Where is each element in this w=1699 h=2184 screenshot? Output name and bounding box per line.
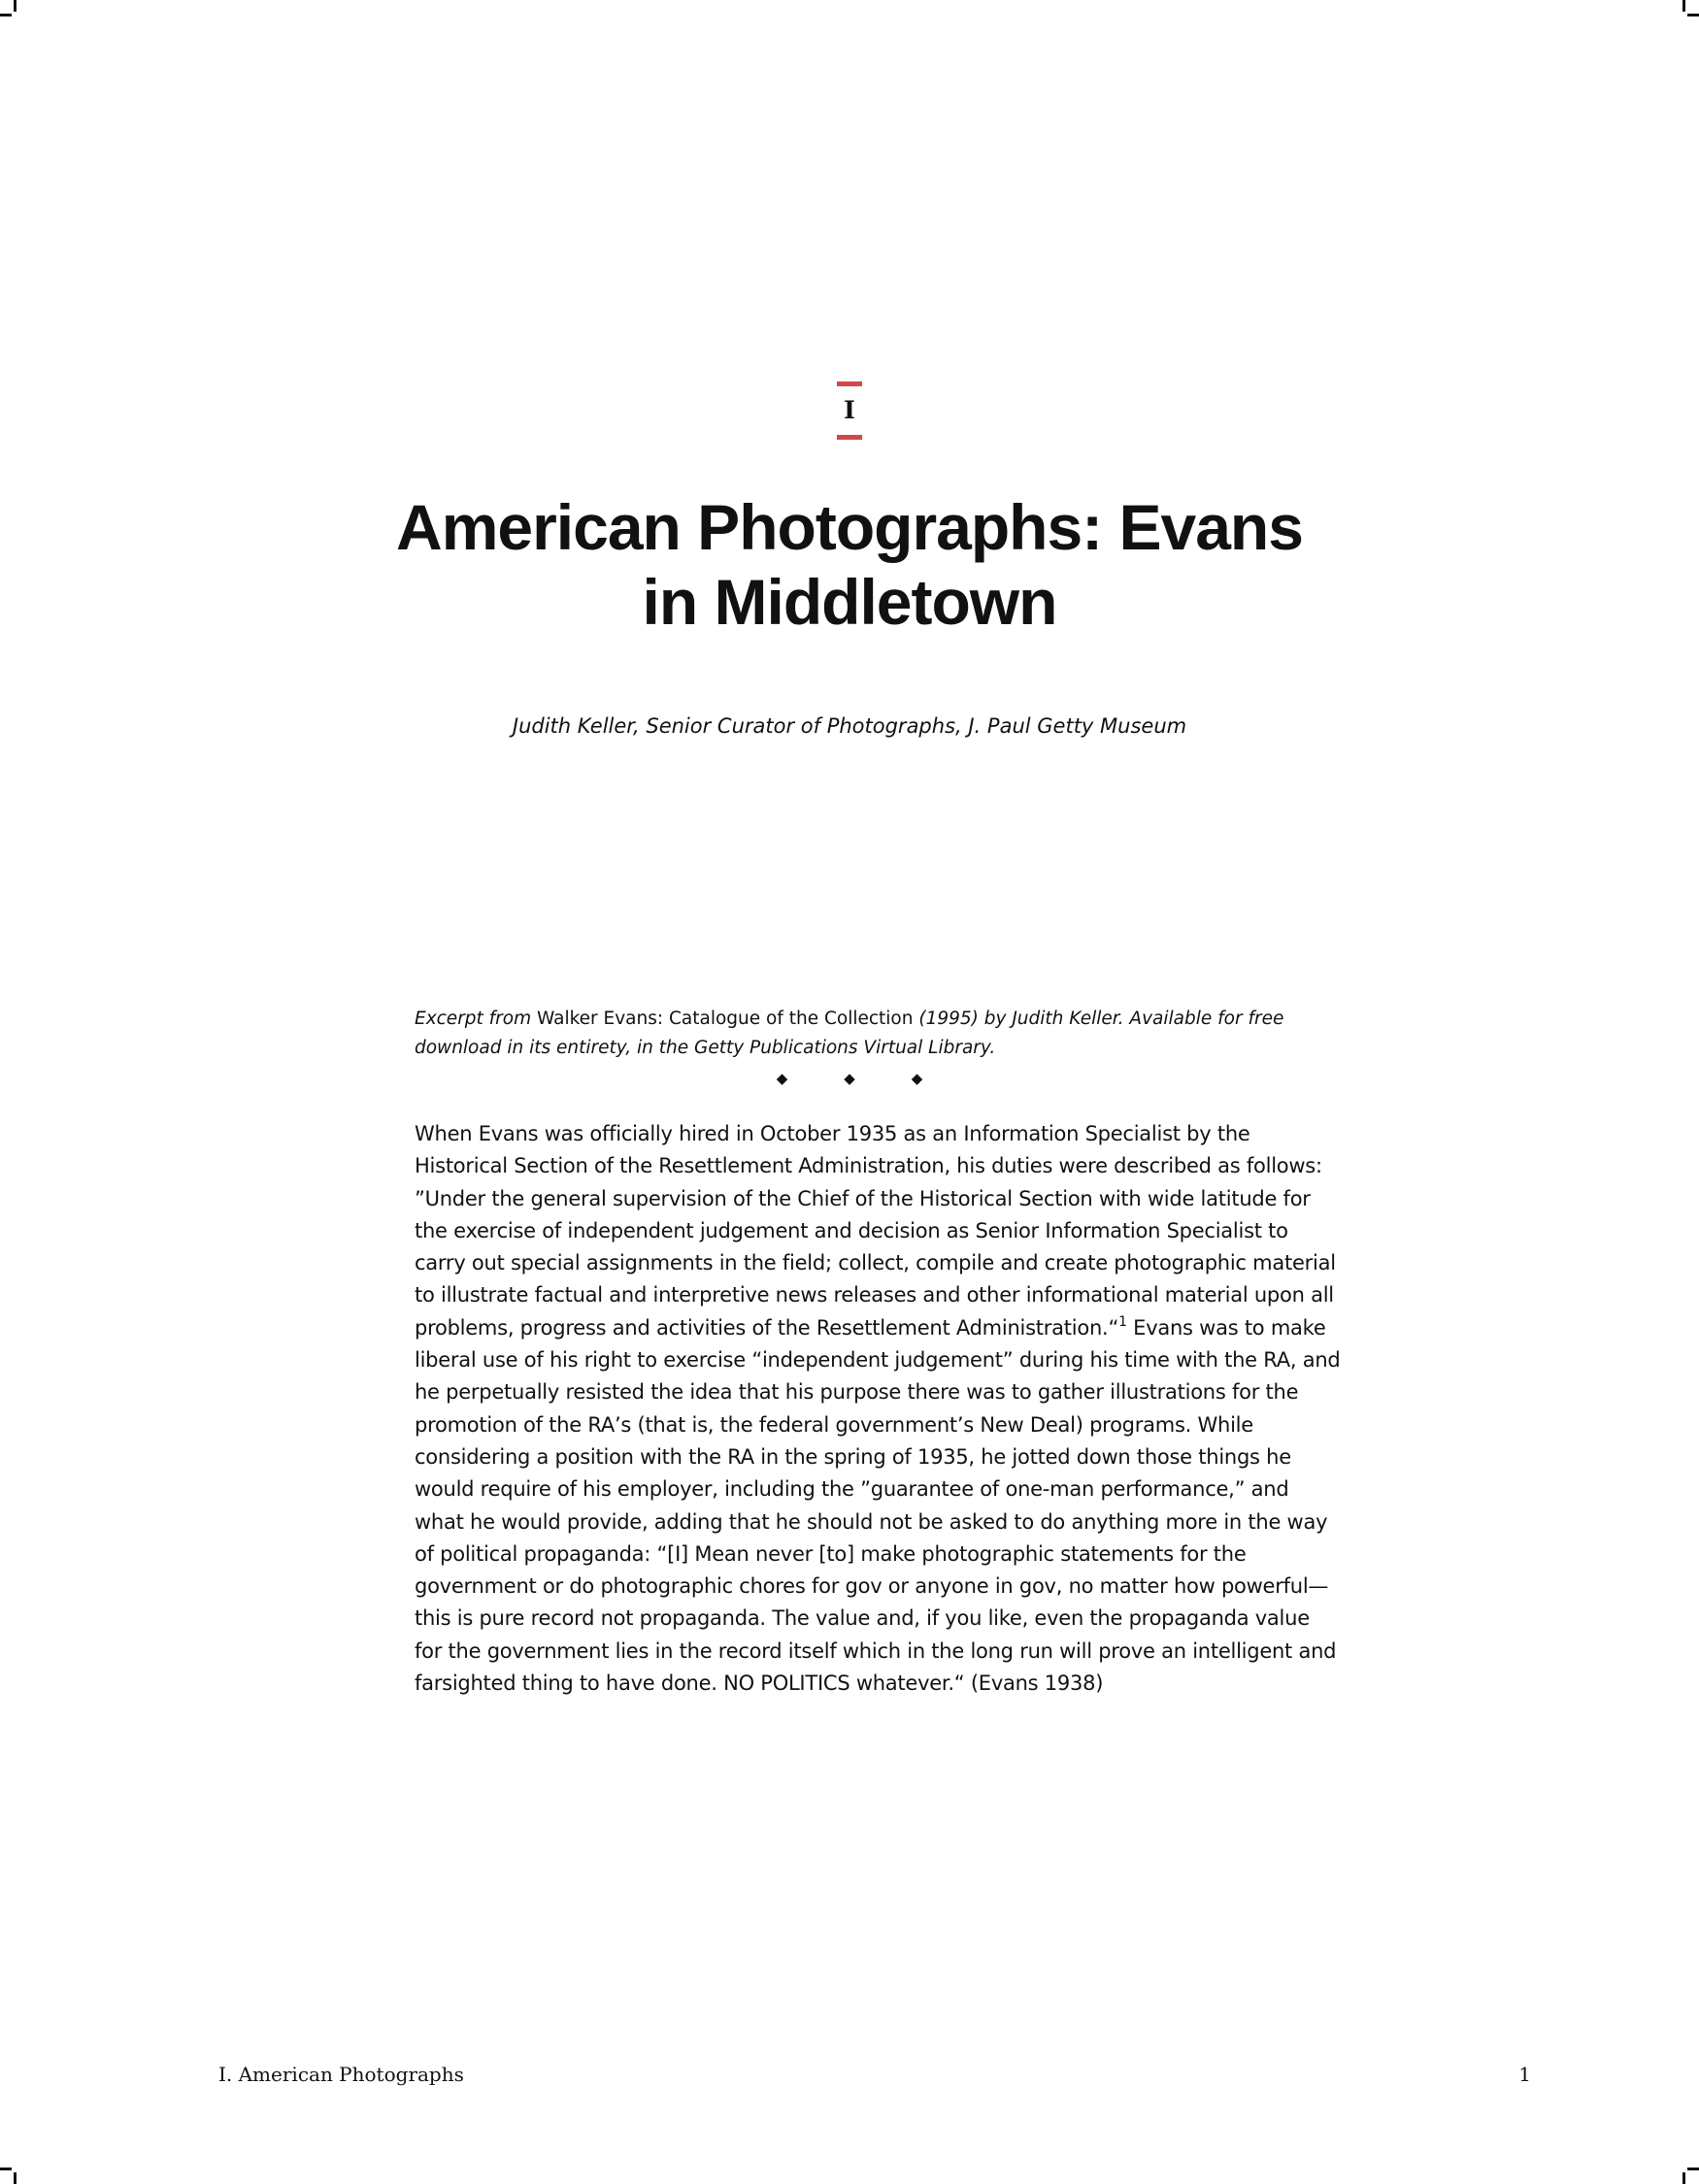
chapter-mark [0,381,1699,440]
excerpt-prefix: Excerpt from [415,1009,538,1029]
crop-mark-bottom-right-v [1682,2172,1685,2184]
crop-mark-bottom-left-h [0,2167,12,2170]
excerpt-book-title: Walker Evans: Catalogue of the Collection [537,1009,914,1029]
page-number: 1 [1518,2063,1531,2086]
section-ornament: ◆◆◆ [776,1070,980,1087]
excerpt-note [415,1005,1337,1063]
body-text-part-2: Evans was to make liberal use of his right to exercise “independent judgement” during his time with the RA, and he perpetually resisted the idea that his purpose there was to gather illustrations for the promotion of the RA’s (that is, the federal government’s New Deal) programs. While considering a position with the RA in the spring of 1935, he jotted down those things he would require of his employer, including the ”guarantee of one-man performance,” and what he would provide, adding that he should not be asked to do anything more in the way of political propaganda: “[I] Mean never [to] make photographic statements for the government or do photographic chores for gov or anyone in gov, no matter how powerful—this is pure record not propaganda. The value and, if you like, even the propaganda value for the government lies in the record itself which in the long run will prove an intelligent and farsighted thing to have done. NO POLITICS whatever.“ (Evans 1938) [415,1315,1341,1696]
chapter-numeral: I [844,396,855,424]
byline: Judith Keller, Senior Curator of Photographs, J. Paul Getty Museum [512,714,1187,738]
footnote-reference[interactable]: 1 [1118,1313,1127,1330]
crop-mark-top-right-v [1682,0,1685,12]
body-text-part-1: When Evans was officially hired in October 1935 as an Information Specialist by the Historical Section of the Resettlement Administration, his duties were described as follows: ”Under the general supervision of the Chief of the Historical Section with wide latitude for the exercise of independent judgement and decision as Senior Information Specialist to carry out special assignments in the field; collect, compile and create photographic material to illustrate factual and interpretive news releases and other informational material upon all problems, progress and activities of the Resettlement Administration.“ [415,1122,1336,1340]
crop-mark-top-left-h [0,14,12,17]
running-head: I. American Photographs [218,2063,464,2086]
chapter-bar-bottom [837,435,862,440]
crop-mark-top-left-v [14,0,17,12]
crop-mark-bottom-left-v [14,2172,17,2184]
crop-mark-top-right-h [1687,14,1699,17]
chapter-bar-top [837,381,862,386]
excerpt-suffix: (1995) by Judith Keller. Available for free download in its entirety, in the Getty Publications Virtual Library. [415,1009,1284,1058]
body-paragraph [415,1118,1343,1700]
crop-mark-bottom-right-h [1687,2167,1699,2170]
page-title: American Photographs: Evans in Middletown [396,491,1303,638]
